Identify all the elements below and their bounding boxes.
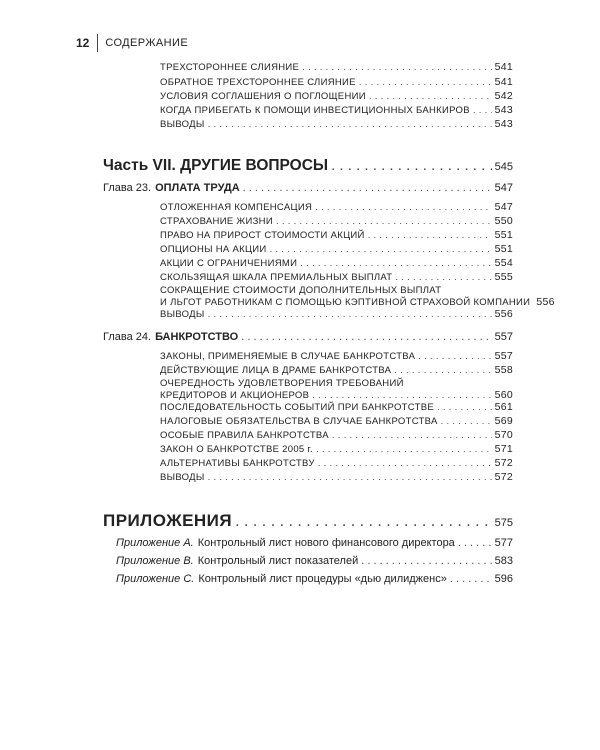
entry-title: ЗАКОН О БАНКРОТСТВЕ 2005 г. xyxy=(160,444,313,455)
toc-entry[interactable] xyxy=(160,364,513,376)
toc-entry[interactable] xyxy=(160,90,513,102)
appendices-title: ПРИЛОЖЕНИЯ xyxy=(103,511,233,530)
toc-entry[interactable] xyxy=(160,61,513,73)
entry-title: СТРАХОВАНИЕ ЖИЗНИ xyxy=(160,216,273,227)
entry-page: 547 xyxy=(494,182,513,194)
page-header xyxy=(76,33,188,53)
entry-page: 561 xyxy=(494,401,513,413)
entry-title: ТРЕХСТОРОННЕЕ СЛИЯНИЕ xyxy=(160,62,300,73)
chapter-prefix: Глава 23. xyxy=(103,182,152,194)
entry-page: 554 xyxy=(494,257,513,269)
entry-title: ЗАКОНЫ, ПРИМЕНЯЕМЫЕ В СЛУЧАЕ БАНКРОТСТВА xyxy=(160,351,416,362)
dot-leader xyxy=(208,309,492,320)
dot-leader xyxy=(241,331,491,343)
dot-leader xyxy=(331,157,492,174)
entry-page: 558 xyxy=(494,364,513,376)
entry-page: 551 xyxy=(494,229,513,241)
dot-leader xyxy=(361,555,491,567)
entry-title: ВЫВОДЫ xyxy=(160,309,205,320)
entry-page: 543 xyxy=(494,104,513,116)
entry-page: 543 xyxy=(494,118,513,130)
entry-page: 571 xyxy=(494,443,513,455)
toc-entry[interactable] xyxy=(160,76,513,88)
entry-title: ОБРАТНОЕ ТРЕХСТОРОННЕЕ СЛИЯНИЕ xyxy=(160,77,356,88)
dot-leader xyxy=(235,513,492,531)
toc-entry[interactable] xyxy=(160,104,513,116)
dot-leader xyxy=(300,258,491,269)
appendix-entry[interactable] xyxy=(116,573,513,585)
entry-title: ДЕЙСТВУЮЩИЕ ЛИЦА В ДРАМЕ БАНКРОТСТВА xyxy=(160,365,392,376)
entry-title: Контрольный лист показателей xyxy=(197,555,359,567)
toc-entry[interactable] xyxy=(160,201,513,213)
chapter-title: БАНКРОТСТВО xyxy=(155,331,239,343)
chapter-prefix: Глава 24. xyxy=(103,331,152,343)
dot-leader xyxy=(276,216,492,227)
entry-title: НАЛОГОВЫЕ ОБЯЗАТЕЛЬСТВА В СЛУЧАЕ БАНКРОТСТВА xyxy=(160,416,438,427)
toc-entry[interactable] xyxy=(160,118,513,130)
dot-leader xyxy=(458,537,492,549)
toc-entry-multiline[interactable] xyxy=(160,378,513,401)
entry-title: СКОЛЬЗЯЩАЯ ШКАЛА ПРЕМИАЛЬНЫХ ВЫПЛАТ xyxy=(160,272,393,283)
toc-entry[interactable] xyxy=(160,429,513,441)
dot-leader xyxy=(473,105,492,116)
toc-entry[interactable] xyxy=(160,457,513,469)
entry-title: ОПЦИОНЫ НА АКЦИИ xyxy=(160,244,267,255)
dot-leader xyxy=(208,472,492,483)
toc-entry[interactable] xyxy=(160,415,513,427)
entry-title: КОГДА ПРИБЕГАТЬ К ПОМОЩИ ИНВЕСТИЦИОННЫХ БАНКИРОВ xyxy=(160,105,470,116)
entry-page: 550 xyxy=(494,215,513,227)
header-divider xyxy=(97,34,98,52)
chapter-heading[interactable] xyxy=(103,331,513,343)
toc-entry[interactable] xyxy=(160,308,513,320)
entry-page: 556 xyxy=(536,296,555,308)
entry-page: 556 xyxy=(494,308,513,320)
entry-title: ВЫВОДЫ xyxy=(160,472,205,483)
entry-page: 557 xyxy=(494,331,513,343)
toc-entry[interactable] xyxy=(160,471,513,483)
entry-title-line1: СОКРАЩЕНИЕ СТОИМОСТИ ДОПОЛНИТЕЛЬНЫХ ВЫПЛАТ xyxy=(160,285,442,296)
dot-leader xyxy=(315,202,491,213)
appendices-heading[interactable] xyxy=(103,511,513,531)
entry-title-line2: И ЛЬГОТ РАБОТНИКАМ С ПОМОЩЬЮ КЭПТИВНОЙ СТРАХОВОЙ КОМПАНИИ xyxy=(160,297,531,308)
entry-page: 545 xyxy=(494,161,513,173)
entry-page: 541 xyxy=(494,61,513,73)
dot-leader xyxy=(394,365,491,376)
chapter-heading[interactable] xyxy=(103,182,513,194)
toc-entry[interactable] xyxy=(160,350,513,362)
entry-page: 583 xyxy=(494,555,513,567)
toc-entry[interactable] xyxy=(160,443,513,455)
dot-leader xyxy=(316,444,492,455)
dot-leader xyxy=(441,416,492,427)
toc-entry[interactable] xyxy=(160,401,513,413)
entry-page: 542 xyxy=(494,90,513,102)
entry-page: 596 xyxy=(494,573,513,585)
entry-title: ОСОБЫЕ ПРАВИЛА БАНКРОТСТВА xyxy=(160,430,329,441)
part-heading[interactable] xyxy=(103,157,513,175)
entry-title: Контрольный лист процедуры «дью дилидженс» xyxy=(198,573,447,585)
entry-title: ВЫВОДЫ xyxy=(160,119,205,130)
entry-title: УСЛОВИЯ СОГЛАШЕНИЯ О ПОГЛОЩЕНИИ xyxy=(160,91,366,102)
entry-page: 572 xyxy=(494,457,513,469)
dot-leader xyxy=(302,62,491,73)
toc-entry[interactable] xyxy=(160,229,513,241)
entry-page: 555 xyxy=(494,271,513,283)
dot-leader xyxy=(437,402,492,413)
entry-page: 577 xyxy=(494,537,513,549)
dot-leader xyxy=(332,430,492,441)
appendix-prefix: Приложение В. xyxy=(116,555,194,567)
entry-title: Контрольный лист нового финансового директора xyxy=(197,537,455,549)
appendix-prefix: Приложение С. xyxy=(116,573,195,585)
entry-title: ОТЛОЖЕННАЯ КОМПЕНСАЦИЯ xyxy=(160,202,313,213)
page-number: 12 xyxy=(76,36,90,50)
dot-leader xyxy=(450,573,492,585)
dot-leader xyxy=(312,390,491,401)
entry-page: 560 xyxy=(494,389,513,401)
dot-leader xyxy=(359,77,492,88)
toc-entry[interactable] xyxy=(160,257,513,269)
dot-leader xyxy=(243,182,492,194)
appendix-entry[interactable] xyxy=(116,537,513,549)
dot-leader xyxy=(270,244,492,255)
toc-entry[interactable] xyxy=(160,215,513,227)
entry-title-line2: КРЕДИТОРОВ И АКЦИОНЕРОВ xyxy=(160,390,310,401)
part-title: Часть VII. ДРУГИЕ ВОПРОСЫ xyxy=(103,157,329,174)
toc-entry-multiline[interactable] xyxy=(160,285,555,308)
entry-page: 572 xyxy=(494,471,513,483)
entry-page: 570 xyxy=(494,429,513,441)
dot-leader xyxy=(208,119,492,130)
entry-page: 541 xyxy=(494,76,513,88)
toc-entry[interactable] xyxy=(160,243,513,255)
dot-leader xyxy=(395,272,491,283)
entry-title-line1: ОЧЕРЕДНОСТЬ УДОВЛЕТВОРЕНИЯ ТРЕБОВАНИЙ xyxy=(160,378,404,389)
header-title: СОДЕРЖАНИЕ xyxy=(105,37,189,49)
entry-title: АЛЬТЕРНАТИВЫ БАНКРОТСТВУ xyxy=(160,458,315,469)
entry-title: АКЦИИ С ОГРАНИЧЕНИЯМИ xyxy=(160,258,298,269)
entry-page: 575 xyxy=(494,517,513,529)
dot-leader xyxy=(368,230,492,241)
entry-title: ПРАВО НА ПРИРОСТ СТОИМОСТИ АКЦИЙ xyxy=(160,230,365,241)
dot-leader xyxy=(369,91,492,102)
dot-leader xyxy=(418,351,491,362)
entry-title: ПОСЛЕДОВАТЕЛЬНОСТЬ СОБЫТИЙ ПРИ БАНКРОТСТВЕ xyxy=(160,402,434,413)
entry-page: 551 xyxy=(494,243,513,255)
appendix-prefix: Приложение А. xyxy=(116,537,194,549)
appendix-entry[interactable] xyxy=(116,555,513,567)
chapter-title: ОПЛАТА ТРУДА xyxy=(155,182,240,194)
entry-page: 569 xyxy=(494,415,513,427)
dot-leader xyxy=(318,458,492,469)
toc-entry[interactable] xyxy=(160,271,513,283)
entry-page: 547 xyxy=(494,201,513,213)
entry-page: 557 xyxy=(494,350,513,362)
